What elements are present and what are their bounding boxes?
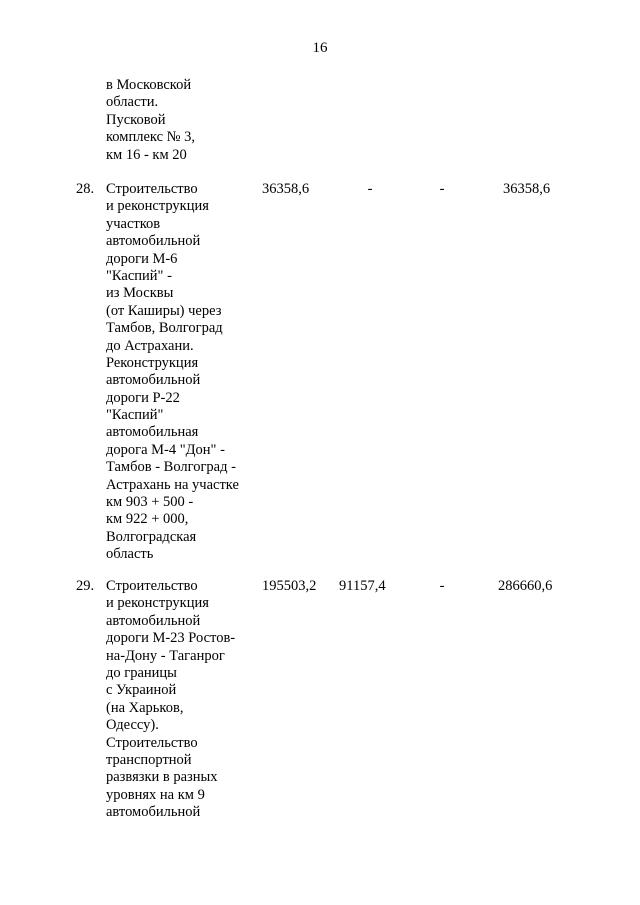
description-line: "Каспий" xyxy=(106,407,164,424)
page-number: 16 xyxy=(312,40,328,56)
description-line: на-Дону - Таганрог xyxy=(106,647,225,664)
description-line: развязки в разных xyxy=(106,769,218,786)
description-line: Астрахань на участке xyxy=(106,476,239,493)
description-line: Волгоградская xyxy=(106,528,197,545)
description-line: транспортной xyxy=(106,751,192,768)
description-line: уровнях на км 9 xyxy=(106,786,205,803)
value-column-1: 36358,6 xyxy=(262,181,310,197)
value-column-1: 195503,2 xyxy=(262,578,317,594)
description-line: из Москвы xyxy=(106,285,174,302)
description-line: автомобильной xyxy=(106,804,201,821)
description-line: дороги М-6 xyxy=(106,250,178,267)
description-line: Одессу). xyxy=(106,717,159,734)
description-line: до границы xyxy=(106,664,177,681)
value-column-2: - xyxy=(367,181,373,197)
description-line: автомобильная xyxy=(106,424,199,441)
description-line: комплекс № 3, xyxy=(106,129,195,146)
description-line: участков xyxy=(106,215,161,232)
row-description xyxy=(106,181,256,564)
description-line: км 16 - км 20 xyxy=(106,146,187,163)
description-line: "Каспий" - xyxy=(106,267,172,284)
value-column-3: - xyxy=(439,578,445,594)
description-line: дороги М-23 Ростов- xyxy=(106,630,236,647)
row-number: 29. xyxy=(76,578,95,594)
description-line: дороги Р-22 xyxy=(106,389,180,406)
description-line: с Украиной xyxy=(106,682,177,699)
description-line: область xyxy=(106,546,154,563)
description-line: до Астрахани. xyxy=(106,337,194,354)
description-line: автомобильной xyxy=(106,372,201,389)
description-line: и реконструкция xyxy=(106,595,209,612)
description-line: Строительство xyxy=(106,734,198,751)
continued-description-text xyxy=(106,77,256,164)
description-line: в Московской xyxy=(106,77,192,93)
row-number: 28. xyxy=(76,181,95,197)
description-line: Строительство xyxy=(106,578,198,594)
description-line: Тамбов, Волгоград xyxy=(106,320,223,337)
description-line: (от Каширы) через xyxy=(106,302,222,319)
description-line: области. xyxy=(106,94,159,111)
description-line: дорога М-4 "Дон" - xyxy=(106,441,225,458)
value-column-3: - xyxy=(439,181,445,197)
description-line: Строительство xyxy=(106,181,198,197)
description-line: (на Харьков, xyxy=(106,699,184,716)
description-line: Тамбов - Волгоград - xyxy=(106,459,236,476)
row-description xyxy=(106,578,256,821)
value-total: 36358,6 xyxy=(503,181,551,197)
value-total: 286660,6 xyxy=(498,578,553,594)
description-line: и реконструкция xyxy=(106,198,209,215)
description-line: автомобильной xyxy=(106,612,201,629)
description-line: км 922 + 000, xyxy=(106,511,189,528)
description-line: Пусковой xyxy=(106,111,166,128)
value-column-2: 91157,4 xyxy=(339,578,386,594)
description-line: км 903 + 500 - xyxy=(106,494,194,511)
description-line: Реконструкция xyxy=(106,354,199,371)
description-line: автомобильной xyxy=(106,233,201,250)
